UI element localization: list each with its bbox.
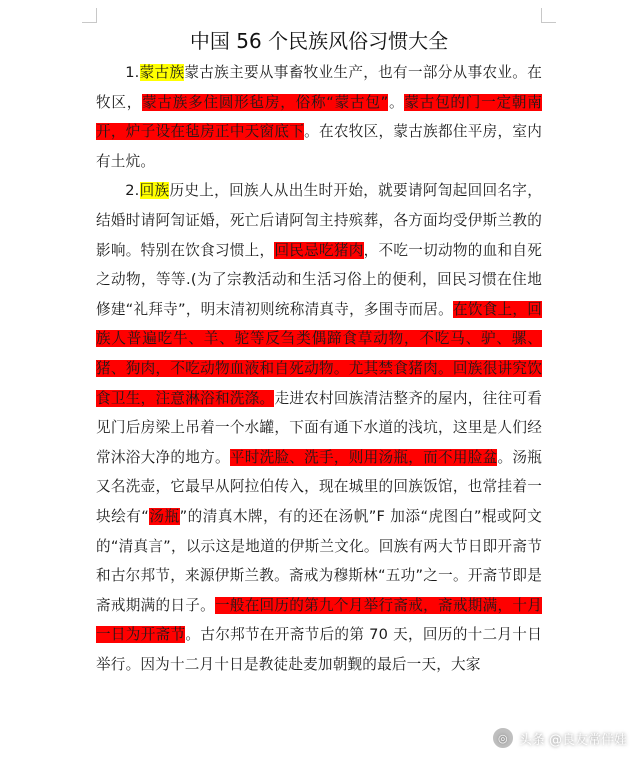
text-segment: 历史上，回族人从出生时开始，就要请阿訇起回回名字，结婚时请阿訇证婚，死亡后请阿訇主持殡葬，各方面均受伊斯兰教的影响。特别在饮食习惯上， bbox=[96, 182, 542, 259]
text-segment: ，不吃一切动物的血和自死之动物，等等.(为了宗教活动和生活习俗上的便利，回民习惯在住地修建“礼拜寺”，明末清初则统称清真寺，多围寺而居。 bbox=[96, 241, 543, 318]
text-segment: 。 bbox=[388, 93, 405, 111]
para-number: 2. bbox=[125, 182, 140, 200]
heading-highlight-hui: 回族 bbox=[139, 182, 170, 200]
camera-icon: ◎ bbox=[492, 727, 514, 749]
paragraph-mongol bbox=[96, 58, 542, 176]
text-segment: 。汤瓶又名洗壶，它最早从阿拉伯传入，现在城里的回族饭馆，也常挂着一块绘有“ bbox=[96, 448, 542, 525]
paragraph-hui bbox=[96, 176, 542, 679]
red-highlight: 回民忌吃猪肉 bbox=[274, 241, 364, 259]
red-highlight: 汤瓶 bbox=[149, 507, 180, 525]
text-segment: 。古尔邦节在开斋节后的第 70 天，回历的十二月十日举行。因为十二月十日是教徒赴麦加朝觐的最后一天，大家 bbox=[96, 626, 543, 673]
page-corner-mark-left bbox=[82, 8, 97, 23]
red-highlight: 在饮食上，回族人普遍吃牛、羊、驼等反刍类偶蹄食草动物，不吃马、驴、骡、猪、狗肉，不吃动物血液和自死动物。尤其禁食猪肉。回族很讲究饮食卫生，注意淋浴和洗涤。 bbox=[96, 300, 543, 407]
watermark bbox=[492, 727, 627, 749]
text-segment: 蒙古族主要从事畜牧业生产，也有一部分从事农业。在牧区， bbox=[96, 64, 542, 111]
watermark-text: 头条 @良友常伴娃 bbox=[518, 732, 627, 748]
page-corner-mark-right bbox=[541, 8, 556, 23]
red-highlight: 蒙古包的门一定朝南开，炉子设在毡房正中天窗底下 bbox=[96, 93, 542, 141]
heading-highlight-mongol: 蒙古族 bbox=[139, 64, 185, 81]
document-title: 中国 56 个民族风俗习惯大全 bbox=[189, 29, 449, 53]
text-segment: ”的清真木牌，有的还在汤帆”F 加添“虎图白”棍或阿文的“清真言”，以示这是地道的伊斯兰文化。回族有两大节日即开斋节和古尔邦节，来源伊斯兰教。斋戒为穆斯林“五功”之一。开斋节即是斋戒期满的日子。 bbox=[96, 507, 542, 614]
red-highlight: 蒙古族多住圆形毡房，俗称“蒙古包” bbox=[142, 93, 389, 111]
text-segment: 。在农牧区，蒙古族都住平房，室内有土炕。 bbox=[96, 123, 542, 170]
red-highlight: 一般在回历的第九个月举行斋戒，斋戒期满，十月一日为开斋节 bbox=[96, 596, 542, 644]
document-body bbox=[96, 24, 542, 679]
text-segment: 走进农村回族清洁整齐的屋内，往往可看见门后房梁上吊着一个水罐，下面有通下水道的浅坑，这里是人们经常沐浴大净的地方。 bbox=[96, 389, 542, 466]
para-number: 1. bbox=[125, 64, 140, 81]
red-highlight: 平时洗脸、洗手，则用汤瓶，而不用脸盆 bbox=[229, 448, 498, 466]
